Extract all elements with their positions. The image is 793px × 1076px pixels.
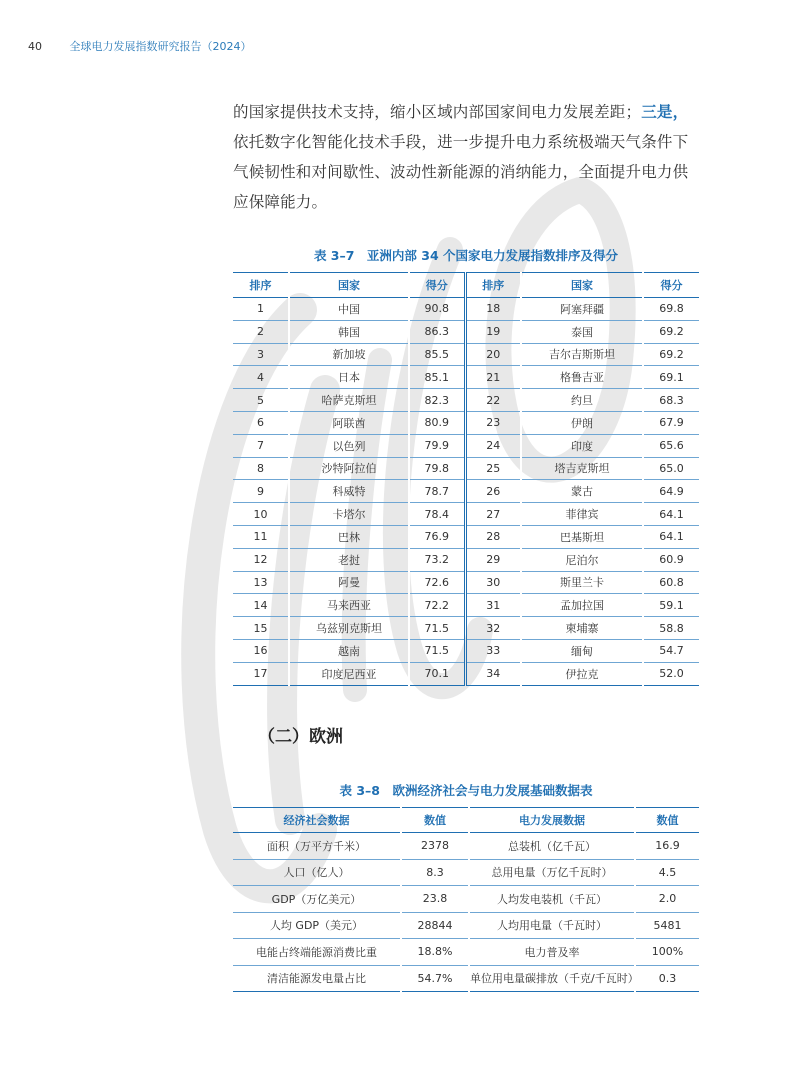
table1-cell: 阿曼: [289, 571, 409, 594]
table1-header-score-2: 得分: [643, 273, 699, 298]
table1-cell: 85.5: [409, 343, 465, 366]
table1-cell: 老挝: [289, 548, 409, 571]
table1-cell: 71.5: [409, 617, 465, 640]
table-row: [233, 457, 699, 480]
table1-cell: 5: [233, 389, 289, 412]
table2-cell: 2378: [401, 833, 469, 860]
table1-cell: 约旦: [521, 389, 643, 412]
report-title: 全球电力发展指数研究报告（2024）: [69, 40, 252, 53]
table1-cell: 21: [465, 366, 521, 389]
table1-cell: 印度尼西亚: [289, 662, 409, 685]
table-row: [233, 859, 699, 886]
table1-cell: 72.2: [409, 594, 465, 617]
paragraph-text-after: 依托数字化智能化技术手段，进一步提升电力系统极端天气条件下气候韧性和对间歇性、波动性新能源的消纳能力，全面提升电力供应保障能力。: [233, 133, 689, 211]
table2-cell: 总用电量（万亿千瓦时）: [469, 859, 635, 886]
asia-ranking-table: [233, 272, 699, 686]
table1-cell: 34: [465, 662, 521, 685]
table1-cell: 86.3: [409, 320, 465, 343]
table1-cell: 塔吉克斯坦: [521, 457, 643, 480]
table1-cell: 79.8: [409, 457, 465, 480]
table2-cell: 23.8: [401, 886, 469, 913]
table1-header-rank-2: 排序: [465, 273, 521, 298]
table2-cell: 总装机（亿千瓦）: [469, 833, 635, 860]
table2-cell: 0.3: [635, 965, 699, 992]
table1-cell: 伊朗: [521, 411, 643, 434]
table1-cell: 7: [233, 434, 289, 457]
table1-cell: 1: [233, 298, 289, 321]
table2-cell: 人均 GDP（美元）: [233, 912, 401, 939]
table1-cell: 25: [465, 457, 521, 480]
table1-cell: 76.9: [409, 525, 465, 548]
table1-cell: 孟加拉国: [521, 594, 643, 617]
table1-cell: 4: [233, 366, 289, 389]
table1-cell: 26: [465, 480, 521, 503]
table1-cell: 尼泊尔: [521, 548, 643, 571]
table1-cell: 71.5: [409, 639, 465, 662]
table2-cell: 4.5: [635, 859, 699, 886]
table-row: [233, 389, 699, 412]
table-row: [233, 639, 699, 662]
table1-cell: 29: [465, 548, 521, 571]
table1-cell: 80.9: [409, 411, 465, 434]
table1-cell: 缅甸: [521, 639, 643, 662]
table1-cell: 印度: [521, 434, 643, 457]
table1-cell: 67.9: [643, 411, 699, 434]
table1-cell: 65.0: [643, 457, 699, 480]
table2-header-power: 电力发展数据: [469, 808, 635, 833]
table2-cell: 面积（万平方千米）: [233, 833, 401, 860]
table2-cell: 电力普及率: [469, 939, 635, 966]
table2-cell: 人均用电量（千瓦时）: [469, 912, 635, 939]
page-header: [28, 38, 252, 54]
table1-cell: 79.9: [409, 434, 465, 457]
table2-cell: 清洁能源发电量占比: [233, 965, 401, 992]
table1-cell: 54.7: [643, 639, 699, 662]
table1-cell: 20: [465, 343, 521, 366]
table2-cell: 单位用电量碳排放（千克/千瓦时）: [469, 965, 635, 992]
table2-cell: 28844: [401, 912, 469, 939]
page-number: 40: [28, 40, 42, 53]
table2-cell: 人口（亿人）: [233, 859, 401, 886]
table-row: [233, 965, 699, 992]
table1-cell: 31: [465, 594, 521, 617]
paragraph-text-before: 的国家提供技术支持，缩小区域内部国家间电力发展差距；: [233, 103, 642, 121]
table2-cell: 人均发电装机（千瓦）: [469, 886, 635, 913]
table2-header-value: 数值: [401, 808, 469, 833]
table1-cell: 伊拉克: [521, 662, 643, 685]
table2-header-value-2: 数值: [635, 808, 699, 833]
table2-cell: 5481: [635, 912, 699, 939]
table-row: [233, 886, 699, 913]
table2-header-row: [233, 808, 699, 833]
table1-cell: 哈萨克斯坦: [289, 389, 409, 412]
table1-cell: 2: [233, 320, 289, 343]
table1-cell: 蒙古: [521, 480, 643, 503]
table1-cell: 8: [233, 457, 289, 480]
table1-cell: 马来西亚: [289, 594, 409, 617]
table1-caption: 表 3–7 亚洲内部 34 个国家电力发展指数排序及得分: [313, 248, 619, 263]
table1-cell: 85.1: [409, 366, 465, 389]
table1-cell: 22: [465, 389, 521, 412]
table1-cell: 64.1: [643, 503, 699, 526]
table1-cell: 日本: [289, 366, 409, 389]
table1-header-score: 得分: [409, 273, 465, 298]
table1-cell: 12: [233, 548, 289, 571]
table1-header-rank: 排序: [233, 273, 289, 298]
table1-cell: 64.1: [643, 525, 699, 548]
table1-cell: 11: [233, 525, 289, 548]
table1-cell: 33: [465, 639, 521, 662]
table1-cell: 卡塔尔: [289, 503, 409, 526]
table-row: [233, 912, 699, 939]
table1-cell: 越南: [289, 639, 409, 662]
table-row: [233, 503, 699, 526]
paragraph-highlight: 三是，: [641, 103, 689, 121]
table1-cell: 以色列: [289, 434, 409, 457]
table1-cell: 菲律宾: [521, 503, 643, 526]
table1-cell: 格鲁吉亚: [521, 366, 643, 389]
table1-cell: 乌兹别克斯坦: [289, 617, 409, 640]
table-row: [233, 525, 699, 548]
table1-cell: 新加坡: [289, 343, 409, 366]
table-row: [233, 343, 699, 366]
table-row: [233, 662, 699, 685]
table1-cell: 82.3: [409, 389, 465, 412]
table2-cell: 8.3: [401, 859, 469, 886]
table1-cell: 巴林: [289, 525, 409, 548]
table1-cell: 52.0: [643, 662, 699, 685]
europe-data-table: [233, 807, 699, 992]
table2-cell: 电能占终端能源消费比重: [233, 939, 401, 966]
table2-cell: 18.8%: [401, 939, 469, 966]
table1-cell: 吉尔吉斯斯坦: [521, 343, 643, 366]
table1-cell: 78.7: [409, 480, 465, 503]
table1-cell: 巴基斯坦: [521, 525, 643, 548]
table1-cell: 柬埔寨: [521, 617, 643, 640]
table1-cell: 68.3: [643, 389, 699, 412]
table1-cell: 58.8: [643, 617, 699, 640]
table1-cell: 24: [465, 434, 521, 457]
table2-cell: 2.0: [635, 886, 699, 913]
table1-cell: 14: [233, 594, 289, 617]
table1-cell: 阿塞拜疆: [521, 298, 643, 321]
table1-cell: 3: [233, 343, 289, 366]
table1-cell: 中国: [289, 298, 409, 321]
table-row: [233, 571, 699, 594]
table1-cell: 泰国: [521, 320, 643, 343]
table1-cell: 65.6: [643, 434, 699, 457]
table-row: [233, 617, 699, 640]
table1-cell: 阿联酋: [289, 411, 409, 434]
table1-cell: 72.6: [409, 571, 465, 594]
table1-cell: 73.2: [409, 548, 465, 571]
table1-cell: 10: [233, 503, 289, 526]
table1-cell: 69.8: [643, 298, 699, 321]
table-row: [233, 594, 699, 617]
table1-header-row: [233, 273, 699, 298]
table1-cell: 60.8: [643, 571, 699, 594]
table2-cell: 16.9: [635, 833, 699, 860]
table1-cell: 90.8: [409, 298, 465, 321]
table-row: [233, 366, 699, 389]
table2-caption: 表 3–8 欧洲经济社会与电力发展基础数据表: [339, 783, 593, 798]
table2-cell: 54.7%: [401, 965, 469, 992]
table2-cell: GDP（万亿美元）: [233, 886, 401, 913]
table1-cell: 6: [233, 411, 289, 434]
table1-cell: 27: [465, 503, 521, 526]
table-row: [233, 939, 699, 966]
table1-cell: 69.2: [643, 343, 699, 366]
section-title: （二）欧洲: [258, 727, 343, 747]
table-row: [233, 298, 699, 321]
table2-header-econ: 经济社会数据: [233, 808, 401, 833]
table-row: [233, 480, 699, 503]
table2-cell: 100%: [635, 939, 699, 966]
table1-header-country-2: 国家: [521, 273, 643, 298]
table1-header-country: 国家: [289, 273, 409, 298]
table1-cell: 斯里兰卡: [521, 571, 643, 594]
table1-cell: 韩国: [289, 320, 409, 343]
table1-cell: 科威特: [289, 480, 409, 503]
table1-cell: 32: [465, 617, 521, 640]
table1-cell: 28: [465, 525, 521, 548]
table1-cell: 23: [465, 411, 521, 434]
table-row: [233, 833, 699, 860]
table1-cell: 78.4: [409, 503, 465, 526]
table1-cell: 13: [233, 571, 289, 594]
table1-cell: 64.9: [643, 480, 699, 503]
table-row: [233, 548, 699, 571]
table1-cell: 60.9: [643, 548, 699, 571]
table1-cell: 59.1: [643, 594, 699, 617]
table1-cell: 70.1: [409, 662, 465, 685]
table1-cell: 9: [233, 480, 289, 503]
table1-cell: 16: [233, 639, 289, 662]
table1-cell: 15: [233, 617, 289, 640]
table1-cell: 沙特阿拉伯: [289, 457, 409, 480]
table1-cell: 69.2: [643, 320, 699, 343]
table-row: [233, 434, 699, 457]
table1-cell: 30: [465, 571, 521, 594]
table-row: [233, 411, 699, 434]
table1-cell: 69.1: [643, 366, 699, 389]
table1-cell: 19: [465, 320, 521, 343]
table1-cell: 17: [233, 662, 289, 685]
table1-cell: 18: [465, 298, 521, 321]
table-row: [233, 320, 699, 343]
body-paragraph: [233, 97, 703, 217]
